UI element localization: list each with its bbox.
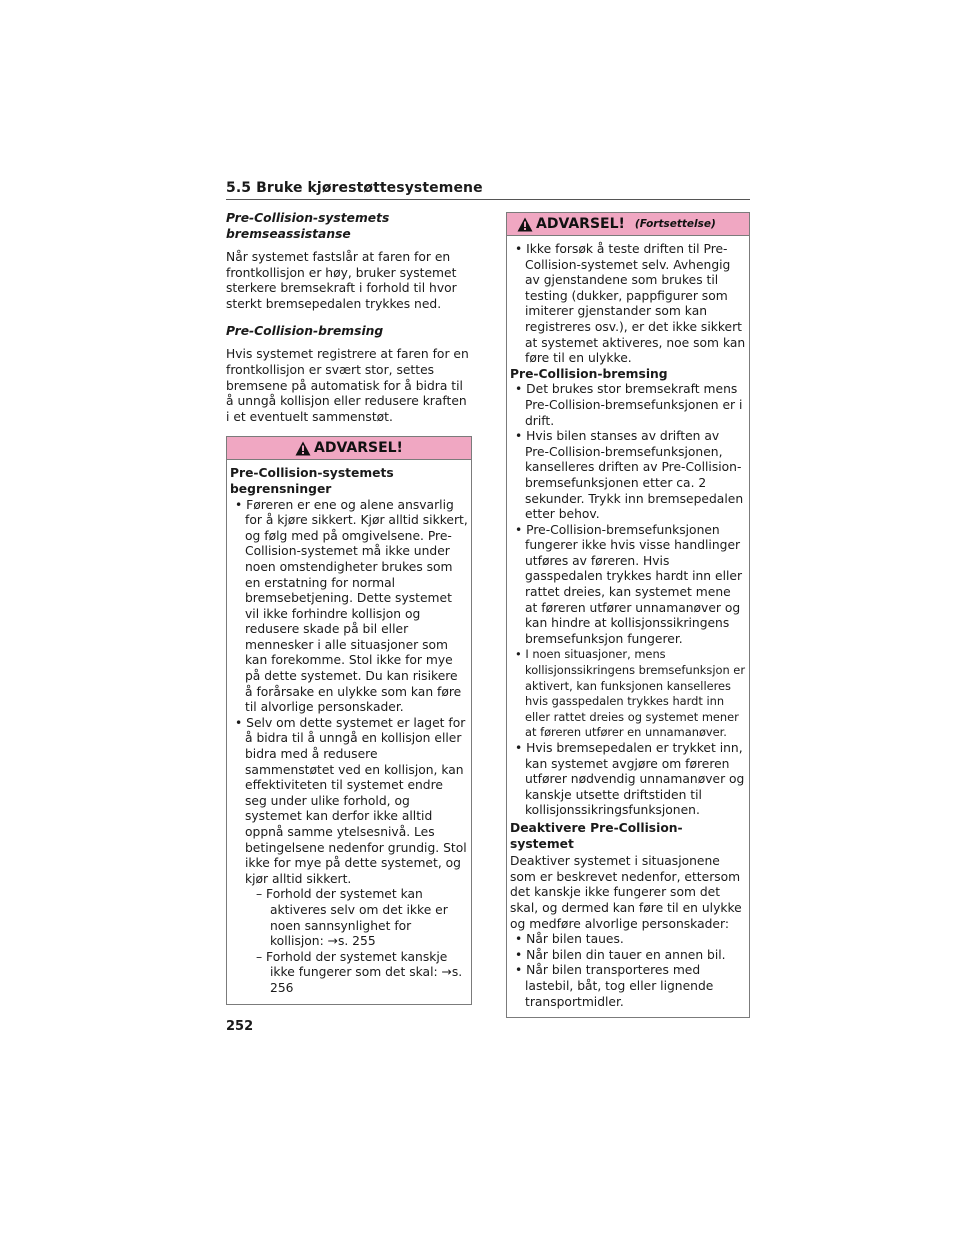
- subheading-brake-assist: Pre-Collision-systemets bremseassistanse: [226, 211, 390, 241]
- warning-box-continued: [506, 212, 750, 1018]
- section-header: [226, 177, 750, 200]
- warning-label: ADVARSEL!: [536, 216, 625, 232]
- warning-dash-item: – Forhold der systemet kan aktiveres selv om det ikke er noen sannsynlighet for kollisjon: →s. 255: [256, 887, 448, 949]
- warning-header-continued: [507, 213, 749, 236]
- warning-bullet: • Føreren er ene og alene ansvarlig for å kjøre sikkert. Kjør alltid sikkert, og følg med på omgivelsene. Pre-Collision-systemet må ikke under noen omstendigheter brukes som en erstatning for normal bremsebetjening. Dette systemet vil ikke forhindre kollisjon og redusere skade på bil eller mennesker i alle situasjoner som kan forekomme. Stol ikke for mye på dette systemet. Du kan risikere å forårsake en ulykke som kan føre til alvorlige personskader.: [235, 497, 468, 715]
- warning-subheading: Deaktivere Pre-Collision-systemet: [510, 820, 683, 851]
- subheading-pre-collision-braking: Pre-Collision-bremsing: [226, 324, 384, 339]
- warning-icon: [517, 217, 533, 232]
- warning-header: [227, 437, 471, 460]
- continued-tag: (Fortsettelse): [634, 218, 716, 230]
- warning-dash-item: – Forhold der systemet kanskje ikke fungerer som det skal: →s. 256: [256, 949, 463, 995]
- warning-bullet: • Når bilen transporteres med lastebil, båt, tog eller lignende transportmidler.: [515, 963, 714, 1009]
- warning-heading: Pre-Collision-systemets begrensninger: [230, 466, 394, 496]
- warning-bullet: • I noen situasjoner, mens kollisjonssikringens bremsefunksjon er aktivert, kan funksjonen kanselleres hvis gasspedalen trykkes hardt inn eller rattet dreies og systemet mener at føreren utfører en unnamanøver.: [515, 647, 746, 740]
- warning-bullet: • Hvis bremsepedalen er trykket inn, kan systemet avgjøre om føreren utfører nødvendig unnamanøver og kanskje utsette driftstiden til kollisjonssikringsfunksjonen.: [515, 741, 745, 818]
- warning-paragraph: Deaktiver systemet i situasjonene som er beskrevet nedenfor, ettersom det kanskje ikke fungerer som det skal, og dermed kan føre til en ulykke og medføre alvorlige personskader:: [510, 854, 742, 931]
- paragraph-brake-assist: Når systemet fastslår at faren for en frontkollisjon er høy, bruker systemet sterkere bremsekraft i forhold til hvor sterkt bremsepedalen trykkes ned.: [226, 250, 457, 311]
- warning-label: ADVARSEL!: [314, 440, 403, 457]
- warning-box: [226, 436, 472, 1004]
- warning-bullet: • Pre-Collision-bremsefunksjonen fungerer ikke hvis visse handlinger utføres av føreren. Hvis gasspedalen trykkes hardt inn eller rattet dreies, kan systemet mene at føreren utfører unnamanøver og kan hindre at kollisjonssikringens bremsefunksjon fungerer.: [515, 522, 743, 646]
- warning-bullet: • Selv om dette systemet er laget for å bidra til å unngå en kollisjon eller bidra med å redusere sammenstøtet ved en kollisjon, kan effektiviteten til systemet endre seg under ulike forhold, og systemet kan derfor ikke alltid oppnå samme ytelsesnivå. Les betingelsene nedenfor grundig. Stol ikke for mye på dette systemet, og kjør alltid sikkert.: [235, 715, 467, 886]
- left-column: [226, 210, 470, 1005]
- warning-bullet: • Når bilen din tauer en annen bil.: [515, 947, 726, 962]
- page-number: 252: [226, 1019, 254, 1034]
- warning-subheading: Pre-Collision-bremsing: [510, 366, 668, 381]
- warning-bullet: • Ikke forsøk å teste driften til Pre-Collision-systemet selv. Avhengig av gjenstandene som brukes til testing (dukker, pappfigurer som imiterer gjenstander som kan registreres osv.), er det ikke sikkert at systemet aktiveres, noe som kan føre til en ulykke.: [515, 242, 746, 366]
- warning-body: [227, 460, 471, 1003]
- warning-bullet: • Det brukes stor bremsekraft mens Pre-Collision-bremsefunksjonen er i drift.: [515, 382, 743, 428]
- warning-icon: [295, 441, 311, 456]
- warning-body-continued: [507, 236, 749, 1017]
- paragraph-pre-collision-braking: Hvis systemet registrere at faren for en frontkollisjon er svært stor, settes bremsene på automatisk for å bidra til å unngå kollisjon eller redusere kraften i et eventuelt sammenstøt.: [226, 347, 469, 424]
- warning-bullet: • Hvis bilen stanses av driften av Pre-Collision-bremsefunksjonen, kanselleres driften av Pre-Collision-bremsefunksjonen etter ca. 2 sekunder. Trykk inn bremsepedalen etter behov.: [515, 429, 744, 522]
- section-title: 5.5 Bruke kjørestøttesystemene: [226, 180, 483, 196]
- warning-bullet: • Når bilen taues.: [515, 932, 624, 947]
- right-column: [506, 212, 750, 1018]
